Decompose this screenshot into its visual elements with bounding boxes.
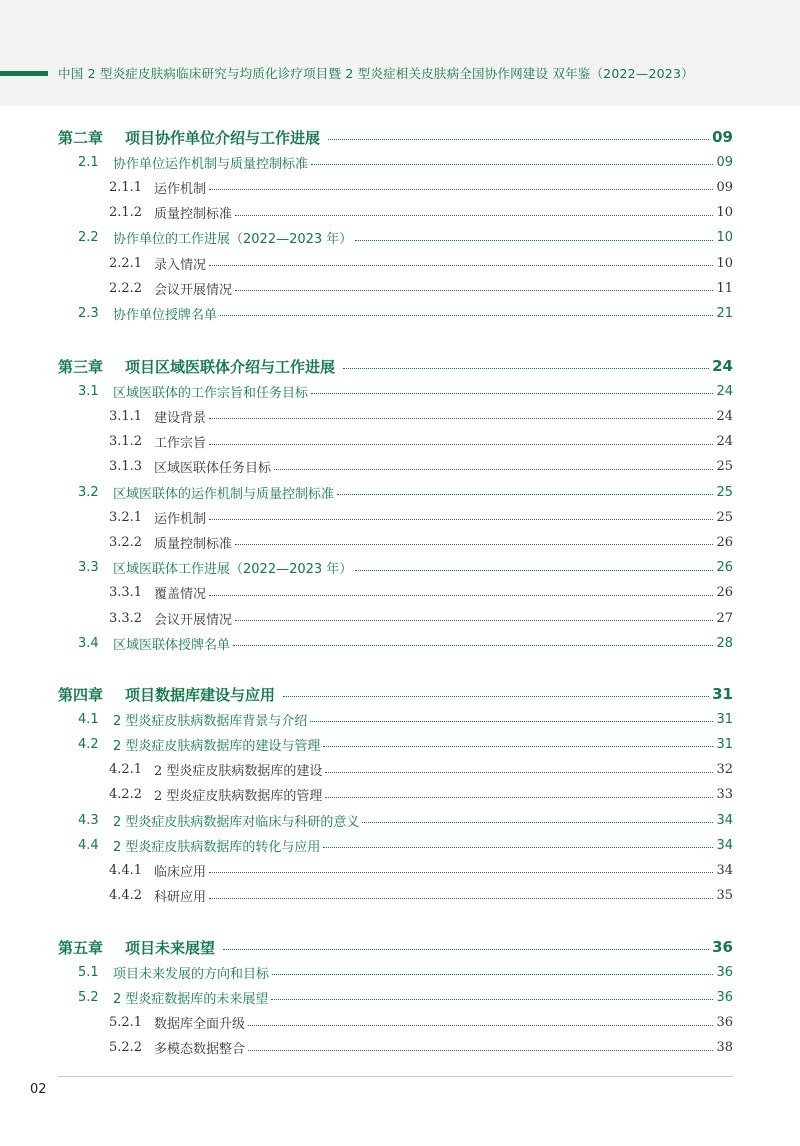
dot-leader <box>355 569 713 571</box>
section-page-number: 26 <box>716 560 733 576</box>
sub-page-number: 34 <box>716 862 733 878</box>
dot-leader <box>355 239 713 241</box>
dot-leader <box>209 417 713 419</box>
section-page-number: 10 <box>716 230 733 246</box>
chapter-page-number: 31 <box>712 685 733 703</box>
chapter-number: 第三章 <box>58 357 104 376</box>
sub-title: 2 型炎症皮肤病数据库的建设 <box>154 764 323 780</box>
dot-leader <box>271 998 713 1000</box>
sub-number: 3.1.1 <box>109 408 143 424</box>
sub-title: 工作宗旨 <box>154 436 207 452</box>
sub-number: 2.1.2 <box>109 205 143 221</box>
dot-leader <box>235 543 713 545</box>
sub-title: 数据库全面升级 <box>154 1017 246 1033</box>
toc-subsection-entry[interactable] <box>109 860 733 880</box>
section-page-number: 09 <box>716 154 733 170</box>
dot-leader <box>209 188 713 190</box>
section-title: 2 型炎症数据库的未来展望 <box>113 991 269 1007</box>
chapter-title: 项目数据库建设与应用 <box>125 685 276 704</box>
sub-number: 2.2.2 <box>109 280 143 296</box>
toc-section-entry[interactable] <box>78 835 733 855</box>
sub-number: 3.3.1 <box>109 585 143 601</box>
toc-subsection-entry[interactable] <box>109 457 733 477</box>
sub-page-number: 09 <box>716 179 733 195</box>
toc-chapter-entry[interactable] <box>58 684 733 704</box>
dot-leader <box>209 897 713 899</box>
dot-leader <box>209 443 713 445</box>
toc-subsection-entry[interactable] <box>109 760 733 780</box>
page-number: 02 <box>30 1082 47 1097</box>
dot-leader <box>274 468 713 470</box>
chapter-number: 第二章 <box>58 128 104 147</box>
toc-section-entry[interactable] <box>78 228 733 248</box>
dot-leader <box>248 1049 713 1051</box>
section-title: 区域医联体的运作机制与质量控制标准 <box>113 486 335 502</box>
toc-chapter-entry[interactable] <box>58 127 733 147</box>
sub-title: 2 型炎症皮肤病数据库的管理 <box>154 789 323 805</box>
toc-subsection-entry[interactable] <box>109 253 733 273</box>
toc-chapter-entry[interactable] <box>58 937 733 957</box>
sub-number: 2.2.1 <box>109 255 143 271</box>
sub-title: 覆盖情况 <box>154 587 207 603</box>
section-number: 2.1 <box>78 154 99 170</box>
section-title: 2 型炎症皮肤病数据库的建设与管理 <box>113 738 321 754</box>
toc-subsection-entry[interactable] <box>109 583 733 603</box>
sub-page-number: 35 <box>716 888 733 904</box>
section-number: 3.2 <box>78 484 99 500</box>
sub-page-number: 36 <box>716 1015 733 1031</box>
toc-section-entry[interactable] <box>78 734 733 754</box>
sub-page-number: 24 <box>716 408 733 424</box>
dot-leader <box>209 871 713 873</box>
dot-leader <box>311 163 713 165</box>
dot-leader <box>362 821 713 823</box>
dot-leader <box>235 214 713 216</box>
sub-page-number: 26 <box>716 534 733 550</box>
toc-subsection-entry[interactable] <box>109 532 733 552</box>
dot-leader <box>343 367 709 369</box>
sub-page-number: 24 <box>716 434 733 450</box>
toc-subsection-entry[interactable] <box>109 1038 733 1058</box>
section-title: 区域医联体的工作宗旨和任务目标 <box>113 385 309 401</box>
chapter-number: 第四章 <box>58 685 104 704</box>
section-title: 2 型炎症皮肤病数据库的转化与应用 <box>113 839 321 855</box>
section-title: 2 型炎症皮肤病数据库背景与介绍 <box>113 713 308 729</box>
dot-leader <box>220 314 713 316</box>
sub-page-number: 33 <box>716 787 733 803</box>
sub-title: 区域医联体任务目标 <box>154 461 272 477</box>
sub-title: 科研应用 <box>154 890 207 906</box>
toc-subsection-entry[interactable] <box>109 785 733 805</box>
section-page-number: 31 <box>716 711 733 727</box>
dot-leader <box>235 289 713 291</box>
toc-section-entry[interactable] <box>78 152 733 172</box>
dot-leader <box>233 644 713 646</box>
sub-page-number: 38 <box>716 1040 733 1056</box>
dot-leader <box>323 745 713 747</box>
toc-chapter-entry[interactable] <box>58 356 733 376</box>
section-page-number: 34 <box>716 812 733 828</box>
chapter-title: 项目区域医联体介绍与工作进展 <box>125 357 336 376</box>
section-number: 4.1 <box>78 711 99 727</box>
sub-page-number: 25 <box>716 459 733 475</box>
toc-subsection-entry[interactable] <box>109 608 733 628</box>
chapter-title: 项目协作单位介绍与工作进展 <box>125 128 321 147</box>
section-page-number: 28 <box>716 635 733 651</box>
dot-leader <box>223 948 709 950</box>
sub-title: 录入情况 <box>154 257 207 273</box>
section-number: 2.3 <box>78 305 99 321</box>
sub-number: 4.2.2 <box>109 787 143 803</box>
sub-number: 3.1.3 <box>109 459 143 475</box>
dot-leader <box>325 771 713 773</box>
section-number: 3.1 <box>78 383 99 399</box>
toc-section-entry[interactable] <box>78 810 733 830</box>
section-title: 区域医联体工作进展（2022—2023 年） <box>113 562 353 578</box>
section-number: 4.4 <box>78 837 99 853</box>
sub-number: 4.2.1 <box>109 762 143 778</box>
section-number: 4.2 <box>78 736 99 752</box>
section-page-number: 34 <box>716 837 733 853</box>
section-number: 3.4 <box>78 635 99 651</box>
sub-title: 多模态数据整合 <box>154 1042 246 1058</box>
header-accent-bar <box>0 71 48 76</box>
section-title: 项目未来发展的方向和目标 <box>113 966 270 982</box>
section-title: 协作单位授牌名单 <box>113 307 218 323</box>
sub-title: 质量控制标准 <box>154 536 233 552</box>
section-page-number: 24 <box>716 383 733 399</box>
running-header-title: 中国 2 型炎症皮肤病临床研究与均质化诊疗项目暨 2 型炎症相关皮肤病全国协作网建设 双年鉴（2022—2023） <box>58 66 694 81</box>
sub-number: 2.1.1 <box>109 179 143 195</box>
sub-title: 会议开展情况 <box>154 612 233 628</box>
dot-leader <box>209 594 713 596</box>
toc-section-entry[interactable] <box>78 633 733 653</box>
section-title: 2 型炎症皮肤病数据库对临床与科研的意义 <box>113 814 360 830</box>
sub-number: 3.2.2 <box>109 534 143 550</box>
chapter-number: 第五章 <box>58 938 104 957</box>
sub-title: 建设背景 <box>154 410 207 426</box>
section-page-number: 36 <box>716 989 733 1005</box>
dot-leader <box>311 392 713 394</box>
sub-number: 5.2.2 <box>109 1040 143 1056</box>
sub-page-number: 10 <box>716 255 733 271</box>
toc-subsection-entry[interactable] <box>109 177 733 197</box>
footer-divider <box>58 1076 733 1077</box>
toc-subsection-entry[interactable] <box>109 278 733 298</box>
dot-leader <box>272 973 713 975</box>
dot-leader <box>310 720 713 722</box>
toc-section-entry[interactable] <box>78 303 733 323</box>
sub-title: 运作机制 <box>154 511 207 527</box>
sub-number: 3.2.1 <box>109 509 143 525</box>
section-number: 3.3 <box>78 560 99 576</box>
sub-number: 3.3.2 <box>109 610 143 626</box>
sub-number: 5.2.1 <box>109 1015 143 1031</box>
section-number: 5.2 <box>78 989 99 1005</box>
sub-page-number: 27 <box>716 610 733 626</box>
sub-title: 会议开展情况 <box>154 282 233 298</box>
dot-leader <box>209 264 713 266</box>
dot-leader <box>328 138 709 140</box>
chapter-title: 项目未来展望 <box>125 938 216 957</box>
dot-leader <box>283 695 709 697</box>
dot-leader <box>248 1024 713 1026</box>
sub-page-number: 11 <box>716 280 733 296</box>
toc-section-entry[interactable] <box>78 987 733 1007</box>
chapter-page-number: 09 <box>712 128 733 146</box>
sub-title: 质量控制标准 <box>154 207 233 223</box>
section-title: 区域医联体授牌名单 <box>113 637 231 653</box>
sub-page-number: 32 <box>716 762 733 778</box>
toc-section-entry[interactable] <box>78 962 733 982</box>
section-page-number: 36 <box>716 964 733 980</box>
toc-subsection-entry[interactable] <box>109 203 733 223</box>
toc-subsection-entry[interactable] <box>109 1013 733 1033</box>
header-band <box>0 0 800 106</box>
toc-section-entry[interactable] <box>78 482 733 502</box>
chapter-page-number: 36 <box>712 938 733 956</box>
toc-subsection-entry[interactable] <box>109 886 733 906</box>
chapter-page-number: 24 <box>712 357 733 375</box>
sub-page-number: 10 <box>716 205 733 221</box>
sub-page-number: 25 <box>716 509 733 525</box>
dot-leader <box>235 619 713 621</box>
toc-section-entry[interactable] <box>78 558 733 578</box>
dot-leader <box>209 518 713 520</box>
toc-subsection-entry[interactable] <box>109 406 733 426</box>
dot-leader <box>323 846 713 848</box>
section-number: 4.3 <box>78 812 99 828</box>
section-page-number: 21 <box>716 305 733 321</box>
sub-page-number: 26 <box>716 585 733 601</box>
section-page-number: 25 <box>716 484 733 500</box>
sub-title: 运作机制 <box>154 181 207 197</box>
section-title: 协作单位运作机制与质量控制标准 <box>113 156 309 172</box>
section-title: 协作单位的工作进展（2022—2023 年） <box>113 232 353 248</box>
section-number: 5.1 <box>78 964 99 980</box>
section-page-number: 31 <box>716 736 733 752</box>
sub-number: 4.4.2 <box>109 888 143 904</box>
sub-number: 4.4.1 <box>109 862 143 878</box>
section-number: 2.2 <box>78 230 99 246</box>
dot-leader <box>325 796 713 798</box>
toc-section-entry[interactable] <box>78 709 733 729</box>
dot-leader <box>337 493 713 495</box>
toc-subsection-entry[interactable] <box>109 507 733 527</box>
sub-title: 临床应用 <box>154 864 207 880</box>
toc-section-entry[interactable] <box>78 381 733 401</box>
sub-number: 3.1.2 <box>109 434 143 450</box>
toc-subsection-entry[interactable] <box>109 432 733 452</box>
